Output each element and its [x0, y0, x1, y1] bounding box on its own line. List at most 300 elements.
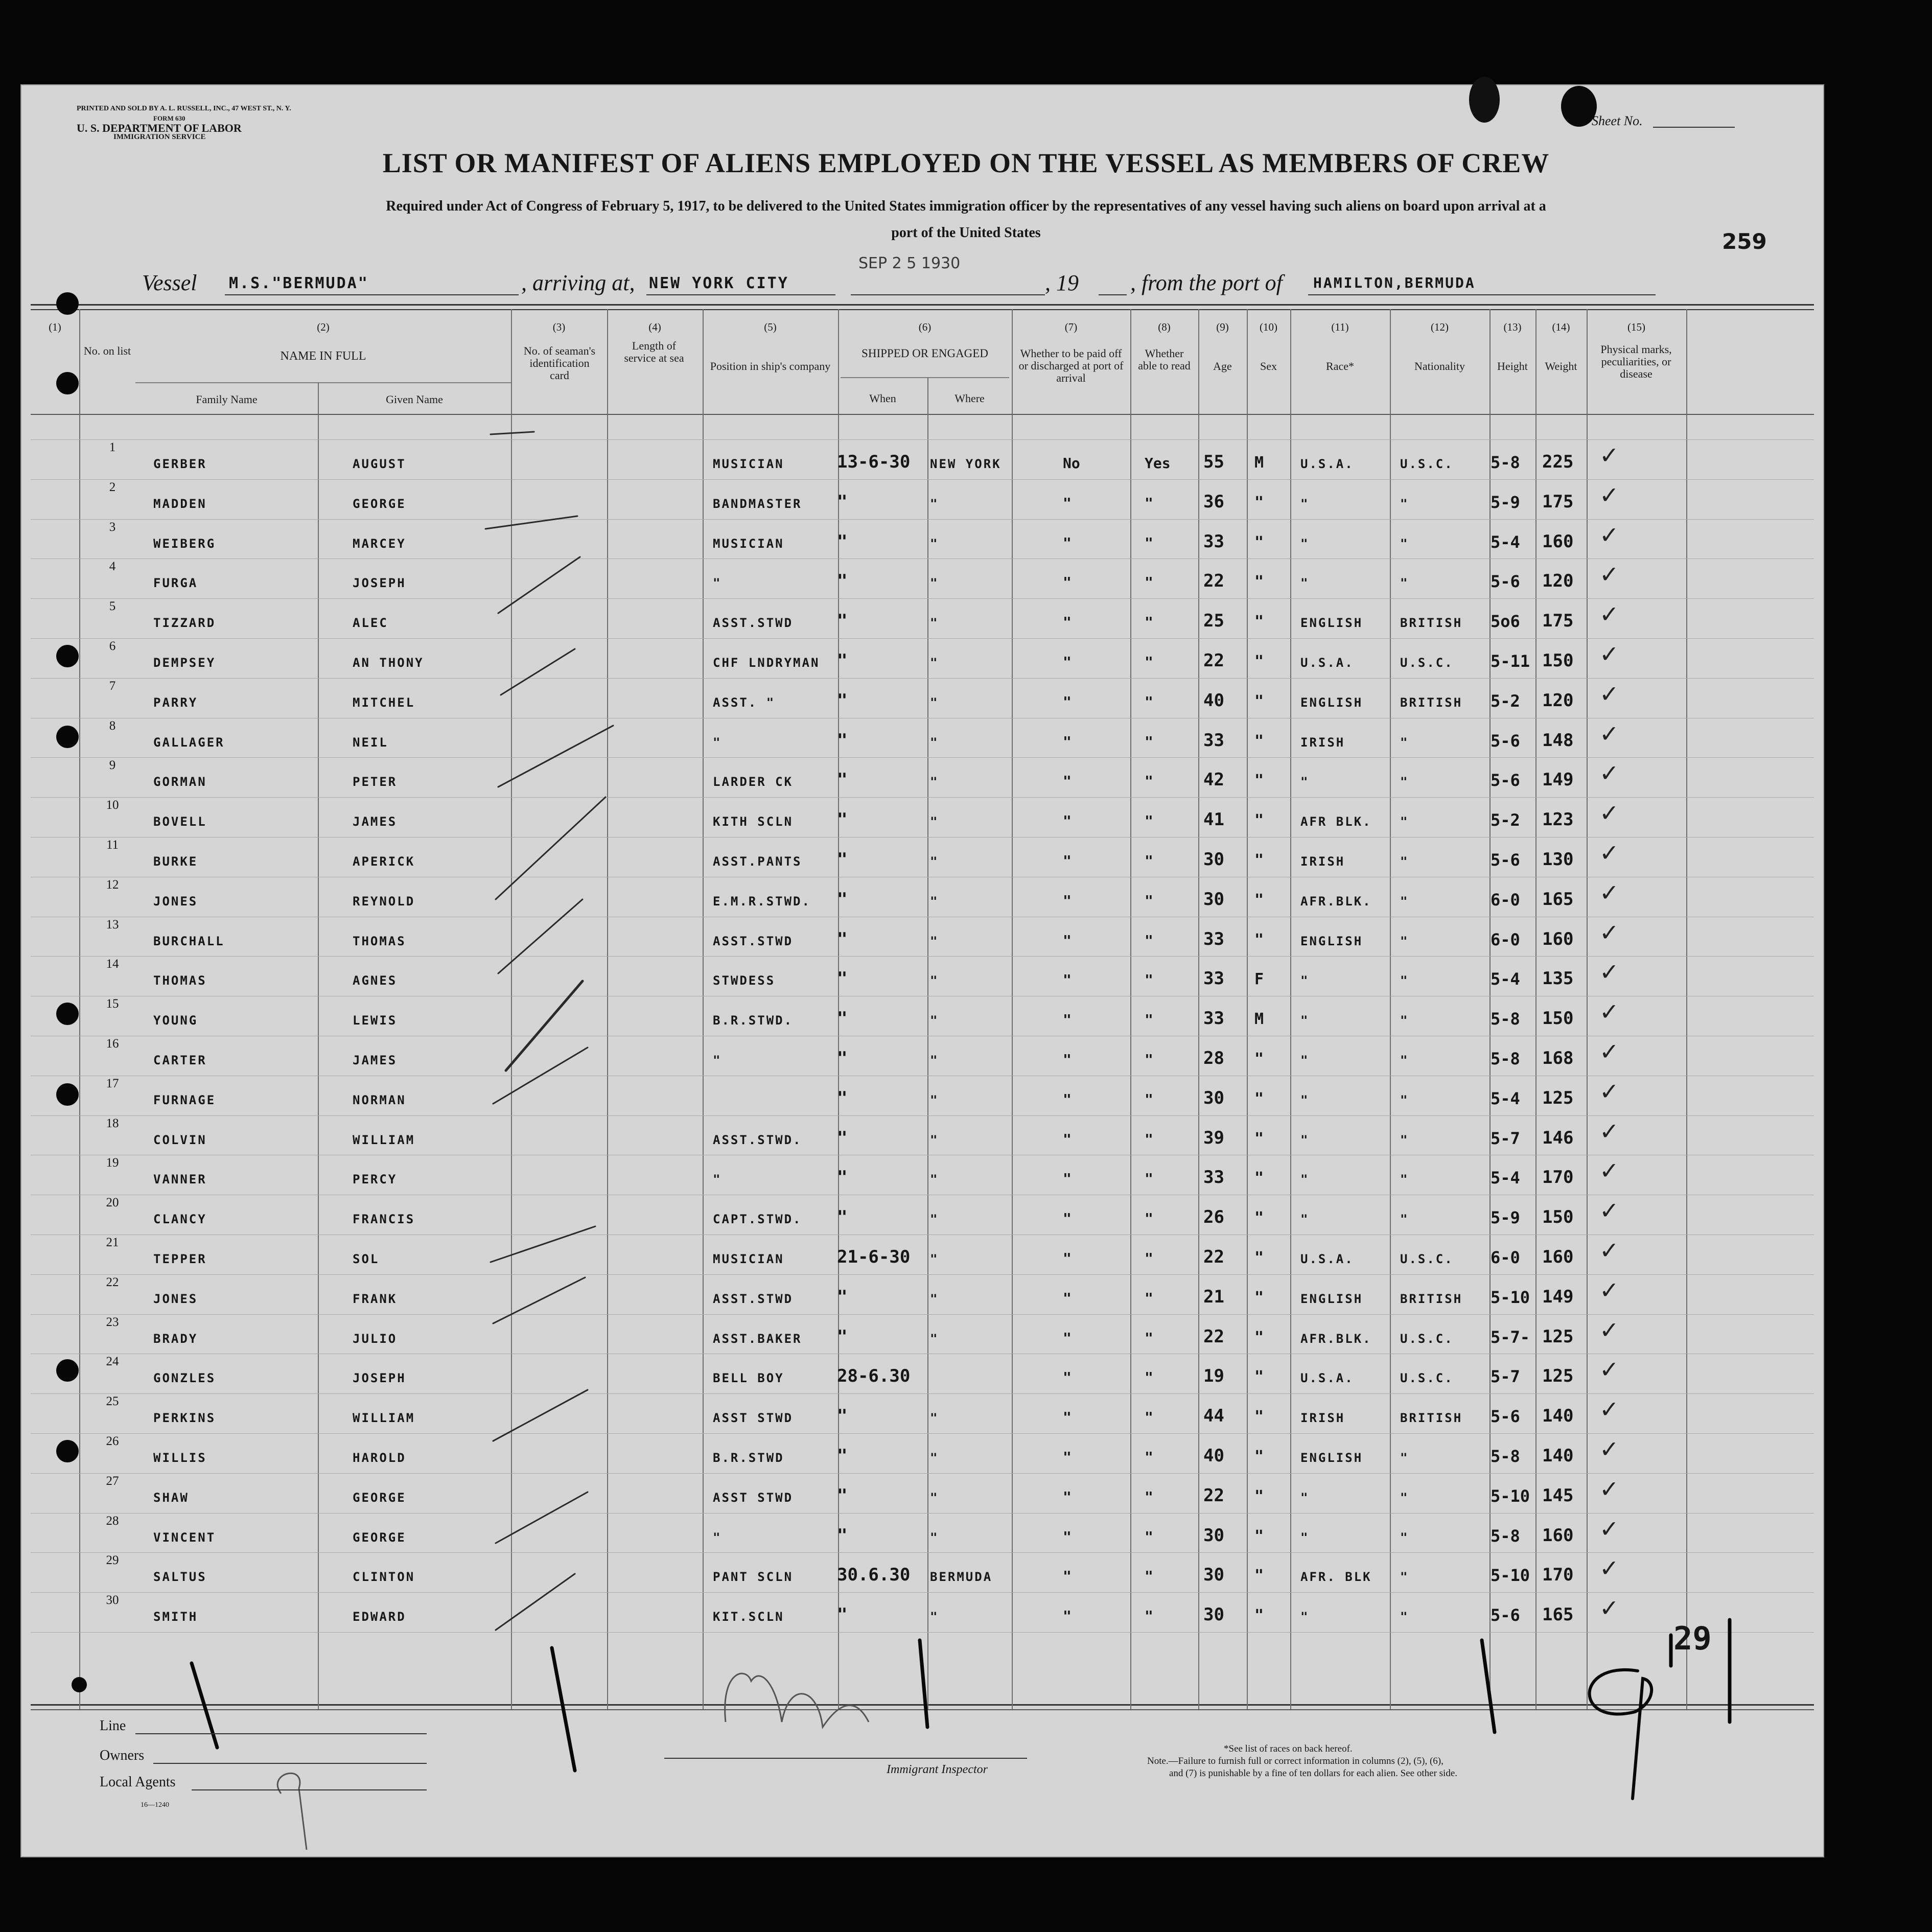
- cell-position: PANT SCLN: [713, 1570, 794, 1585]
- cell-paid: ": [1063, 1329, 1072, 1346]
- row-number: 15: [106, 997, 119, 1011]
- cell-given: WILLIAM: [353, 1411, 415, 1426]
- cell-position: ASST.STWD: [713, 616, 794, 631]
- cell-where: ": [930, 1252, 939, 1266]
- cell-weight: 145: [1542, 1485, 1574, 1506]
- form-number: FORM 630: [153, 114, 185, 122]
- cell-nat: ": [1400, 1212, 1409, 1227]
- arriving-label: , arriving at,: [521, 270, 635, 295]
- cell-age: 40: [1203, 1446, 1224, 1466]
- cell-when: ": [837, 1326, 848, 1347]
- cell-paid: ": [1063, 1170, 1072, 1188]
- cell-where: ": [930, 1132, 939, 1147]
- checkmark-icon: ✓: [1599, 1594, 1619, 1622]
- cell-sex: ": [1254, 1448, 1264, 1465]
- owners-label: Owners: [100, 1748, 145, 1763]
- cell-nat: ": [1400, 1451, 1409, 1465]
- cell-where: ": [930, 1291, 939, 1306]
- arrival-port: NEW YORK CITY: [649, 274, 789, 292]
- punch-hole: [56, 1359, 79, 1382]
- row-number: 20: [106, 1196, 119, 1210]
- subtitle-line-1: Required under Act of Congress of February 5, 1917, to be delivered to the United States immigration officer by the representatives of any vessel having such aliens on board upon arrival at a: [386, 198, 1546, 214]
- cell-paid: ": [1063, 1210, 1072, 1227]
- cell-nat: BRITISH: [1400, 695, 1463, 710]
- row-number: 25: [106, 1394, 119, 1409]
- cell-position: B.R.STWD.: [713, 1013, 794, 1028]
- cell-position: ASST.BAKER: [713, 1331, 802, 1346]
- cell-sex: ": [1254, 493, 1264, 511]
- cell-where: ": [930, 1212, 939, 1227]
- cell-position: MUSICIAN: [713, 536, 784, 551]
- checkmark-icon: ✓: [1599, 561, 1619, 589]
- cell-family: DEMPSEY: [153, 656, 216, 670]
- cell-race: ": [1300, 576, 1310, 591]
- cell-sex: ": [1254, 930, 1264, 949]
- cell-age: 30: [1203, 1604, 1224, 1625]
- cell-read: ": [1145, 614, 1153, 631]
- cell-height: 5-2: [1491, 810, 1520, 830]
- col-15-number: (15): [1627, 321, 1645, 333]
- row-number: 7: [109, 679, 116, 693]
- cell-sex: ": [1254, 613, 1264, 631]
- col-7-label: Whether to be paid off or discharged at port of arrival: [1018, 347, 1124, 384]
- cell-race: ": [1300, 536, 1310, 551]
- cell-read: ": [1145, 1130, 1153, 1148]
- cell-sex: ": [1254, 533, 1264, 551]
- punch-hole: [72, 1677, 87, 1692]
- col-5-label: Position in ship's company: [710, 360, 831, 373]
- cell-race: ": [1300, 496, 1310, 511]
- cell-age: 22: [1203, 571, 1224, 592]
- cell-family: CLANCY: [153, 1212, 207, 1227]
- cell-race: ": [1300, 1132, 1310, 1147]
- cell-height: 5-10: [1491, 1287, 1530, 1307]
- cell-age: 33: [1203, 928, 1224, 949]
- cell-age: 30: [1203, 889, 1224, 910]
- cell-height: 5-9: [1491, 492, 1520, 512]
- cell-read: ": [1145, 654, 1153, 670]
- cell-position: ASST.STWD: [713, 934, 794, 948]
- checkmark-icon: ✓: [1599, 481, 1619, 509]
- row-number: 4: [109, 560, 116, 574]
- cell-age: 44: [1203, 1406, 1224, 1427]
- cell-height: 5-7: [1491, 1128, 1520, 1148]
- cell-nat: ": [1400, 1013, 1409, 1028]
- cell-sex: ": [1254, 1408, 1264, 1426]
- cell-family: PERKINS: [153, 1411, 216, 1426]
- cell-race: AFR. BLK: [1300, 1570, 1372, 1585]
- cell-sex: ": [1254, 851, 1264, 869]
- col-6-where-label: Where: [955, 392, 985, 405]
- cell-given: MITCHEL: [353, 695, 415, 710]
- cell-position: ASST.STWD: [713, 1291, 794, 1306]
- cell-read: ": [1145, 1250, 1153, 1267]
- cell-paid: ": [1063, 852, 1072, 869]
- cell-read: ": [1145, 892, 1153, 909]
- cell-sex: ": [1254, 1209, 1264, 1227]
- service-label: IMMIGRATION SERVICE: [113, 133, 206, 141]
- cell-sex: ": [1254, 1050, 1264, 1068]
- department-label: U. S. DEPARTMENT OF LABOR: [77, 122, 242, 134]
- cell-paid: ": [1063, 494, 1072, 511]
- cell-height: 5-8: [1491, 1447, 1520, 1466]
- cell-family: BOVELL: [153, 814, 207, 829]
- hand-mark-total: 29: [1673, 1620, 1712, 1657]
- cell-height: 5-8: [1491, 1049, 1520, 1068]
- cell-race: IRISH: [1300, 1411, 1345, 1426]
- cell-paid: ": [1063, 693, 1072, 710]
- cell-where: ": [930, 536, 939, 551]
- cell-read: ": [1145, 1329, 1153, 1346]
- page-number: 259: [1722, 229, 1767, 254]
- punch-hole: [56, 1440, 79, 1462]
- checkmark-icon: ✓: [1599, 640, 1619, 668]
- cell-age: 22: [1203, 1326, 1224, 1347]
- cell-race: ": [1300, 973, 1310, 988]
- cell-paid: ": [1063, 1011, 1072, 1029]
- cell-position: CAPT.STWD.: [713, 1212, 802, 1227]
- cell-race: AFR.BLK.: [1300, 1331, 1372, 1346]
- cell-weight: 168: [1542, 1048, 1574, 1068]
- col-2-number: (2): [317, 321, 330, 333]
- cell-age: 21: [1203, 1286, 1224, 1307]
- cell-paid: ": [1063, 971, 1072, 989]
- cell-weight: 120: [1542, 571, 1574, 592]
- cell-given: AUGUST: [353, 457, 406, 471]
- row-number: 12: [106, 877, 119, 892]
- cell-height: 5-8: [1491, 1009, 1520, 1029]
- cell-when: ": [837, 571, 848, 592]
- cell-nat: ": [1400, 1610, 1409, 1624]
- cell-paid: ": [1063, 1568, 1072, 1585]
- cell-position: ": [713, 1172, 722, 1187]
- cell-age: 30: [1203, 1087, 1224, 1108]
- paper-damage: [1469, 77, 1500, 123]
- col-13-label: Height: [1497, 360, 1528, 373]
- from-port-label: , from the port of: [1130, 270, 1283, 295]
- cell-race: ENGLISH: [1300, 695, 1363, 710]
- cell-race: IRISH: [1300, 854, 1345, 869]
- cell-position: KITH SCLN: [713, 814, 794, 829]
- cell-sex: ": [1254, 1527, 1264, 1545]
- cell-read: ": [1145, 1568, 1153, 1585]
- row-number: 26: [106, 1434, 119, 1448]
- cell-height: 5-8: [1491, 1526, 1520, 1546]
- cell-when: ": [837, 730, 848, 751]
- cell-paid: ": [1063, 892, 1072, 909]
- row-number: 22: [106, 1275, 119, 1289]
- cell-family: FURGA: [153, 576, 198, 591]
- note-line-3: and (7) is punishable by a fine of ten dollars for each alien. See other side.: [1169, 1768, 1458, 1779]
- cell-paid: ": [1063, 1608, 1072, 1625]
- cell-given: NEIL: [353, 735, 388, 750]
- cell-age: 55: [1203, 452, 1224, 472]
- row-number: 30: [106, 1593, 119, 1608]
- cell-given: HAROLD: [353, 1451, 406, 1465]
- cell-when: ": [837, 1167, 848, 1188]
- cell-paid: ": [1063, 534, 1072, 551]
- col-8-number: (8): [1158, 321, 1171, 333]
- col-3-label: No. of seaman's identification card: [523, 344, 596, 382]
- cell-height: 5o6: [1491, 612, 1520, 632]
- cell-family: GALLAGER: [153, 735, 225, 750]
- row-number: 8: [109, 718, 116, 733]
- cell-where: ": [930, 1053, 939, 1067]
- checkmark-icon: ✓: [1599, 1475, 1619, 1503]
- cell-race: ": [1300, 1092, 1310, 1107]
- cell-family: BURKE: [153, 854, 198, 869]
- cell-when: ": [837, 1008, 848, 1029]
- cell-position: E.M.R.STWD.: [713, 894, 811, 909]
- col-15-label: Physical marks, peculiarities, or disease: [1600, 343, 1672, 380]
- cell-given: EDWARD: [353, 1610, 406, 1624]
- cell-given: LEWIS: [353, 1013, 398, 1028]
- cell-height: 5-9: [1491, 1208, 1520, 1228]
- cell-height: 5-6: [1491, 1605, 1520, 1625]
- row-number: 14: [106, 957, 119, 971]
- cell-race: ": [1300, 1610, 1310, 1624]
- cell-weight: 175: [1542, 491, 1574, 512]
- cell-where: ": [930, 1172, 939, 1187]
- cell-age: 39: [1203, 1127, 1224, 1148]
- cell-family: GONZLES: [153, 1371, 216, 1386]
- cell-nat: ": [1400, 576, 1409, 591]
- cell-sex: ": [1254, 1607, 1264, 1625]
- cell-when: ": [837, 1485, 848, 1506]
- cell-where: BERMUDA: [930, 1570, 993, 1585]
- cell-where: ": [930, 1490, 939, 1505]
- cell-age: 30: [1203, 849, 1224, 870]
- col-6-when-label: When: [869, 392, 896, 405]
- cell-family: SMITH: [153, 1610, 198, 1624]
- row-number: 13: [106, 917, 119, 932]
- cell-race: U.S.A.: [1300, 1252, 1354, 1266]
- sheet-number-label: Sheet No.: [1592, 113, 1643, 128]
- cell-when: ": [837, 1087, 848, 1108]
- cell-nat: ": [1400, 1530, 1409, 1545]
- punch-hole: [56, 372, 79, 394]
- checkmark-icon: ✓: [1599, 1197, 1619, 1225]
- cell-sex: F: [1254, 970, 1264, 989]
- col-5-number: (5): [764, 321, 777, 333]
- cell-family: YOUNG: [153, 1013, 198, 1028]
- cell-height: 5-2: [1491, 691, 1520, 711]
- cell-age: 41: [1203, 809, 1224, 830]
- cell-height: 6-0: [1491, 890, 1520, 910]
- cell-given: GEORGE: [353, 1530, 406, 1545]
- cell-paid: ": [1063, 1090, 1072, 1108]
- cell-when: 28-6.30: [837, 1366, 911, 1387]
- punch-hole: [56, 292, 79, 315]
- cell-age: 30: [1203, 1565, 1224, 1586]
- cell-weight: 125: [1542, 1326, 1574, 1347]
- note-races: *See list of races on back hereof.: [1224, 1743, 1353, 1754]
- cell-read: ": [1145, 733, 1153, 750]
- col-8-label: Whether able to read: [1138, 347, 1191, 372]
- cell-given: PERCY: [353, 1172, 398, 1187]
- col-1-label: No. on list: [83, 344, 131, 357]
- row-number: 5: [109, 599, 116, 614]
- cell-position: ASST.STWD.: [713, 1132, 802, 1147]
- col-2-given-label: Given Name: [386, 393, 443, 406]
- cell-nat: ": [1400, 775, 1409, 789]
- cell-age: 42: [1203, 770, 1224, 790]
- cell-where: ": [930, 1530, 939, 1545]
- cell-given: MARCEY: [353, 536, 406, 551]
- cell-age: 33: [1203, 1167, 1224, 1188]
- cell-given: WILLIAM: [353, 1132, 415, 1147]
- cell-read: ": [1145, 773, 1153, 790]
- cell-family: BURCHALL: [153, 934, 225, 948]
- cell-where: ": [930, 934, 939, 948]
- cell-nat: BRITISH: [1400, 616, 1463, 631]
- cell-position: ": [713, 576, 722, 591]
- row-number: 24: [106, 1355, 119, 1369]
- cell-weight: 150: [1542, 1207, 1574, 1228]
- checkmark-icon: ✓: [1599, 1395, 1619, 1424]
- cell-when: ": [837, 1207, 848, 1228]
- cell-nat: ": [1400, 934, 1409, 948]
- cell-nat: BRITISH: [1400, 1291, 1463, 1306]
- cell-given: FRANK: [353, 1291, 398, 1306]
- row-number: 6: [109, 639, 116, 653]
- cell-read: ": [1145, 1369, 1153, 1386]
- checkmark-icon: ✓: [1599, 759, 1619, 787]
- cell-paid: ": [1063, 932, 1072, 949]
- cell-read: ": [1145, 534, 1153, 551]
- cell-family: PARRY: [153, 695, 198, 710]
- cell-where: ": [930, 656, 939, 670]
- cell-where: ": [930, 496, 939, 511]
- cell-age: 22: [1203, 1247, 1224, 1267]
- cell-read: ": [1145, 1051, 1153, 1068]
- cell-paid: ": [1063, 1250, 1072, 1267]
- cell-given: AGNES: [353, 973, 398, 988]
- cell-sex: M: [1254, 1010, 1264, 1029]
- cell-sex: ": [1254, 732, 1264, 750]
- cell-weight: 160: [1542, 928, 1574, 949]
- row-number: 9: [109, 758, 116, 773]
- checkmark-icon: ✓: [1599, 1117, 1619, 1145]
- cell-sex: ": [1254, 573, 1264, 591]
- vessel-label: Vessel: [142, 270, 197, 295]
- cell-read: ": [1145, 1289, 1153, 1307]
- cell-where: ": [930, 1610, 939, 1624]
- cell-family: GERBER: [153, 457, 207, 471]
- col-12-number: (12): [1431, 321, 1449, 333]
- cell-nat: ": [1400, 1490, 1409, 1505]
- checkmark-icon: ✓: [1599, 799, 1619, 827]
- checkmark-icon: ✓: [1599, 600, 1619, 629]
- cell-sex: ": [1254, 1089, 1264, 1108]
- cell-where: ": [930, 854, 939, 869]
- departure-port: HAMILTON,BERMUDA: [1313, 274, 1476, 291]
- cell-family: FURNAGE: [153, 1092, 216, 1107]
- cell-nat: ": [1400, 496, 1409, 511]
- cell-when: ": [837, 849, 848, 870]
- cell-read: ": [1145, 1449, 1153, 1465]
- cell-age: 40: [1203, 690, 1224, 711]
- cell-where: ": [930, 695, 939, 710]
- cell-where: ": [930, 1092, 939, 1107]
- cell-weight: 125: [1542, 1366, 1574, 1387]
- paper-damage: [1561, 86, 1597, 127]
- row-number: 18: [106, 1116, 119, 1130]
- cell-paid: ": [1063, 1051, 1072, 1068]
- cell-nat: ": [1400, 973, 1409, 988]
- col-14-number: (14): [1552, 321, 1570, 333]
- cell-height: 5-6: [1491, 771, 1520, 790]
- date-stamp: SEP 2 5 1930: [858, 254, 961, 272]
- checkmark-icon: ✓: [1599, 958, 1619, 986]
- cell-weight: 160: [1542, 531, 1574, 552]
- cell-family: SHAW: [153, 1490, 189, 1505]
- cell-where: ": [930, 973, 939, 988]
- cell-weight: 170: [1542, 1167, 1574, 1188]
- cell-given: ALEC: [353, 616, 388, 631]
- cell-sex: ": [1254, 1487, 1264, 1505]
- cell-given: JOSEPH: [353, 1371, 406, 1386]
- col-1-number: (1): [49, 321, 61, 333]
- cell-race: AFR BLK.: [1300, 814, 1372, 829]
- cell-weight: 225: [1542, 452, 1574, 472]
- cell-nat: BRITISH: [1400, 1411, 1463, 1426]
- cell-height: 5-6: [1491, 1407, 1520, 1427]
- cell-position: BELL BOY: [713, 1371, 784, 1386]
- cell-age: 33: [1203, 531, 1224, 552]
- row-number: 21: [106, 1236, 119, 1249]
- cell-nat: U.S.C.: [1400, 457, 1454, 471]
- cell-nat: U.S.C.: [1400, 1252, 1454, 1266]
- punch-hole: [56, 645, 79, 667]
- cell-weight: 149: [1542, 770, 1574, 790]
- cell-nat: ": [1400, 735, 1409, 750]
- cell-age: 30: [1203, 1525, 1224, 1546]
- cell-weight: 150: [1542, 1008, 1574, 1029]
- cell-race: U.S.A.: [1300, 1371, 1354, 1386]
- checkmark-icon: ✓: [1599, 1515, 1619, 1543]
- cell-position: B.R.STWD: [713, 1451, 784, 1465]
- cell-when: ": [837, 650, 848, 671]
- cell-height: 5-6: [1491, 572, 1520, 592]
- checkmark-icon: ✓: [1599, 1038, 1619, 1065]
- checkmark-icon: ✓: [1599, 998, 1619, 1026]
- cell-given: SOL: [353, 1252, 380, 1266]
- cell-weight: 125: [1542, 1087, 1574, 1108]
- cell-given: THOMAS: [353, 934, 406, 948]
- cell-family: COLVIN: [153, 1132, 207, 1147]
- cell-sex: ": [1254, 891, 1264, 909]
- cell-when: ": [837, 531, 848, 552]
- cell-read: ": [1145, 494, 1153, 511]
- cell-given: NORMAN: [353, 1092, 406, 1107]
- line-label: Line: [100, 1718, 126, 1734]
- cell-race: IRISH: [1300, 735, 1345, 750]
- cell-given: CLINTON: [353, 1570, 415, 1585]
- cell-position: ": [713, 735, 722, 750]
- cell-where: ": [930, 1013, 939, 1028]
- cell-read: ": [1145, 1528, 1153, 1545]
- cell-position: ASST.PANTS: [713, 854, 802, 869]
- cell-weight: 175: [1542, 611, 1574, 632]
- cell-position: ASST STWD: [713, 1411, 794, 1426]
- cell-race: ": [1300, 1212, 1310, 1227]
- cell-height: 5-7-: [1491, 1327, 1530, 1347]
- cell-read: ": [1145, 971, 1153, 989]
- cell-sex: ": [1254, 1169, 1264, 1188]
- cell-given: AN THONY: [353, 656, 424, 670]
- cell-read: ": [1145, 693, 1153, 710]
